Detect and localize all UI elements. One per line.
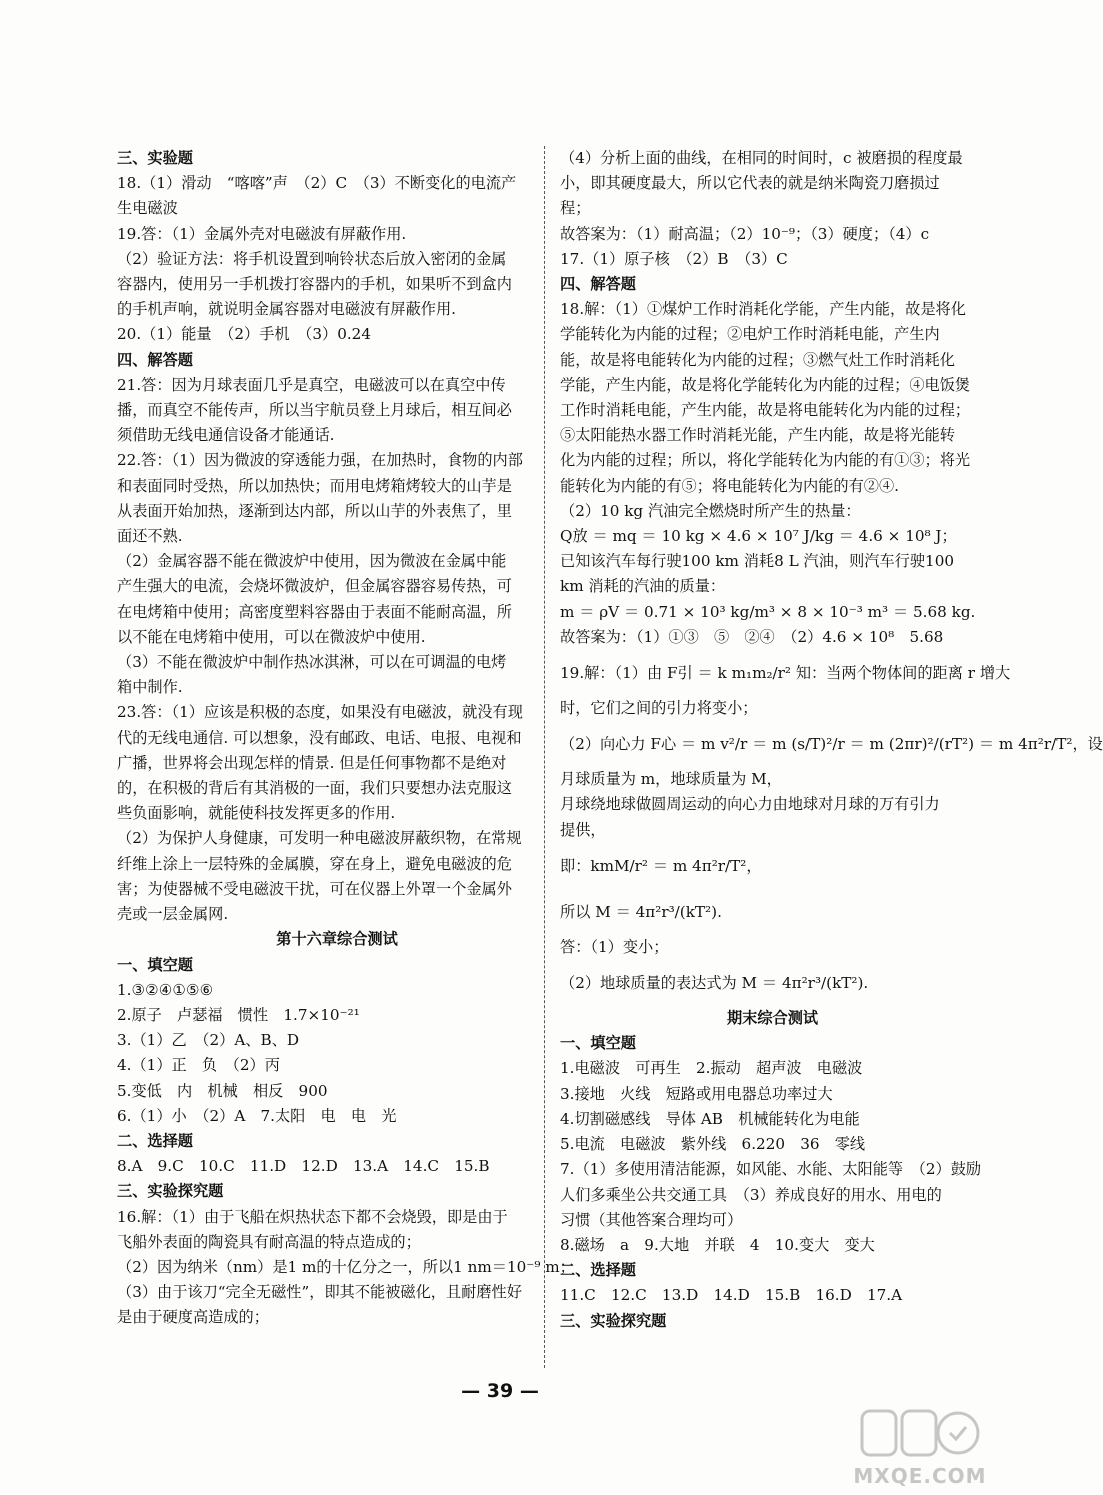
text-line: km 消耗的汽油的质量： bbox=[560, 577, 726, 596]
text-line: 8.磁场 a 9.大地 并联 4 10.变大 变大 bbox=[560, 1235, 875, 1254]
text-line: 是由于硬度高造成的； bbox=[117, 1308, 269, 1327]
text-line: 小，即其硬度最大，所以它代表的就是纳米陶瓷刀磨损过 bbox=[560, 174, 940, 193]
text-line: 8.A 9.C 10.C 11.D 12.D 13.A 14.C 15.B bbox=[117, 1157, 490, 1176]
text-line: 以不能在电烤箱中使用，可以在微波炉中使用. bbox=[117, 627, 426, 646]
text-line: （2）因为纳米（nm）是1 m的十亿分之一，所以1 nm＝10⁻⁹ m； bbox=[117, 1257, 575, 1276]
text-line: m ＝ ρV ＝ 0.71 × 10³ kg/m³ × 8 × 10⁻³ m³ ＝ 5.68 kg. bbox=[560, 602, 976, 621]
text-line: 11.C 12.C 13.D 14.D 15.B 16.D 17.A bbox=[560, 1286, 903, 1305]
text-line: 19.答：（1）金属外壳对电磁波有屏蔽作用. bbox=[117, 224, 407, 243]
text-line: 箱中制作. bbox=[117, 678, 183, 697]
text-line: 4.（1）正 负 （2）丙 bbox=[117, 1056, 280, 1075]
text-line: 的手机声响，就说明金属容器对电磁波有屏蔽作用. bbox=[117, 300, 456, 319]
text-line: 已知该汽车每行驶100 km 消耗8 L 汽油，则汽车行驶100 bbox=[560, 552, 955, 571]
text-line: Q放 ＝ mq ＝ 10 kg × 4.6 × 10⁷ J/kg ＝ 4.6 × 10⁸ J； bbox=[560, 527, 957, 546]
text-line: 能，故是将电能转化为内能的过程；③燃气灶工作时消耗化 bbox=[560, 350, 955, 369]
section-heading: 二、选择题 bbox=[560, 1261, 636, 1280]
text-line: 1.电磁波 可再生 2.振动 超声波 电磁波 bbox=[560, 1059, 863, 1078]
text-line: （2）金属容器不能在微波炉中使用，因为微波在金属中能 bbox=[117, 552, 507, 571]
text-line: 月球绕地球做圆周运动的向心力由地球对月球的万有引力 bbox=[560, 795, 940, 814]
text-line: 生电磁波 bbox=[117, 199, 178, 218]
text-line: 21.答：因为月球表面几乎是真空，电磁波可以在真空中传 bbox=[117, 375, 506, 394]
text-line: 工作时消耗电能，产生内能，故是将电能转化为内能的过程； bbox=[560, 401, 971, 420]
section-heading: 一、填空题 bbox=[560, 1034, 636, 1053]
text-line: （3）不能在微波炉中制作热冰淇淋，可以在可调温的电烤 bbox=[117, 653, 507, 672]
text-line: 22.答：（1）因为微波的穿透能力强，在加热时，食物的内部 bbox=[117, 451, 523, 470]
watermark-text: MXQE.COM bbox=[853, 1464, 987, 1488]
text-line: 纤维上涂上一层特殊的金属膜，穿在身上，避免电磁波的危 bbox=[117, 854, 512, 873]
text-line: 学能转化为内能的过程；②电炉工作时消耗电能，产生内 bbox=[560, 325, 940, 344]
section-heading: 一、填空题 bbox=[117, 955, 193, 974]
section-heading: 第十六章综合测试 bbox=[276, 930, 398, 949]
text-line: 18.（1）滑动 “喀喀”声 （2）C （3）不断变化的电流产 bbox=[117, 174, 517, 193]
text-line: 学能，产生内能，故是将化学能转化为内能的过程；④电饭煲 bbox=[560, 375, 971, 394]
text-line: （2）验证方法：将手机设置到响铃状态后放入密闭的金属 bbox=[117, 249, 507, 268]
text-line: 3.接地 火线 短路或用电器总功率过大 bbox=[560, 1084, 833, 1103]
column-divider bbox=[544, 146, 545, 1368]
page-number: — 39 — bbox=[461, 1380, 539, 1402]
text-line: 所以 M ＝ 4π²r³/(kT²). bbox=[560, 902, 722, 921]
text-line: 19.解：（1）由 F引 ＝ k m₁m₂/r² 知：当两个物体间的距离 r 增大 bbox=[560, 664, 1011, 683]
text-line: 程； bbox=[560, 199, 591, 218]
right-column bbox=[560, 146, 1103, 1334]
left-column bbox=[117, 146, 575, 1331]
section-heading: 三、实验探究题 bbox=[560, 1311, 667, 1330]
text-line: （4）分析上面的曲线，在相同的时间时，c 被磨损的程度最 bbox=[560, 149, 963, 167]
section-heading: 四、解答题 bbox=[117, 350, 193, 369]
text-line: 习惯（其他答案合理均可） bbox=[560, 1210, 743, 1229]
text-line: 故答案为：（1）耐高温；（2）10⁻⁹；（3）硬度；（4）c bbox=[560, 224, 930, 243]
text-line: 时，它们之间的引力将变小； bbox=[560, 699, 758, 718]
text-line: （3）由于该刀“完全无磁性”，即其不能被磁化，且耐磨性好 bbox=[117, 1283, 522, 1302]
text-line: 即：kmM/r² ＝ m 4π²r/T²， bbox=[560, 856, 762, 875]
text-line: （2）10 kg 汽油完全燃烧时所产生的热量： bbox=[560, 501, 861, 520]
text-line: 些负面影响，就能使科技发挥更多的作用. bbox=[117, 804, 396, 823]
text-line: 代的无线电通信. 可以想象，没有邮政、电话、电报、电视和 bbox=[117, 728, 522, 747]
text-line: 和表面同时受热，所以加热快；而用电烤箱烤较大的山芋是 bbox=[117, 476, 512, 495]
text-line: 4.切割磁感线 导体 AB 机械能转化为电能 bbox=[560, 1109, 860, 1128]
text-line: 害；为使器械不受电磁波干扰，可在仪器上外罩一个金属外 bbox=[117, 879, 512, 898]
section-heading: 三、实验探究题 bbox=[117, 1182, 224, 1201]
text-line: 从表面开始加热，逐渐到达内部，所以山芋的外表焦了，里 bbox=[117, 501, 512, 520]
text-line: 18.解：（1）①煤炉工作时消耗化学能，产生内能，故是将化 bbox=[560, 300, 966, 319]
text-line: （2）地球质量的表达式为 M ＝ 4π²r³/(kT²). bbox=[560, 974, 869, 993]
text-line: 的，在积极的背后有其消极的一面，我们只要想办法克服这 bbox=[117, 779, 512, 798]
text-line: 7.（1）多使用清洁能源，如风能、水能、太阳能等 （2）鼓励 bbox=[560, 1160, 982, 1179]
section-heading: 三、实验题 bbox=[117, 149, 193, 167]
text-line: （2）向心力 F心 ＝ m v²/r ＝ m (s/T)²/r ＝ m (2πr)²/(rT²) ＝ m 4π²r/T²，设 bbox=[560, 735, 1103, 754]
text-line: ⑤太阳能热水器工作时消耗光能，产生内能，故是将光能转 bbox=[560, 426, 955, 445]
text-line: 在电烤箱中使用；高密度塑料容器由于表面不能耐高温，所 bbox=[117, 602, 512, 621]
text-line: 1.③②④①⑤⑥ bbox=[117, 980, 214, 999]
watermark-logo bbox=[850, 1405, 990, 1490]
text-line: 5.变低 内 机械 相反 900 bbox=[117, 1081, 328, 1100]
text-line: 23.答：（1）应该是积极的态度，如果没有电磁波，就没有现 bbox=[117, 703, 523, 722]
text-line: 人们多乘坐公共交通工具 （3）养成良好的用水、用电的 bbox=[560, 1185, 942, 1204]
text-line: 2.原子 卢瑟福 惯性 1.7×10⁻²¹ bbox=[117, 1005, 360, 1024]
text-line: 月球质量为 m，地球质量为 M， bbox=[560, 770, 782, 789]
text-line: 6.（1）小 （2）A 7.太阳 电 电 光 bbox=[117, 1106, 397, 1125]
text-line: （2）为保护人身健康，可发明一种电磁波屏蔽织物，在常规 bbox=[117, 829, 522, 848]
text-line: 播，而真空不能传声，所以当宇航员登上月球后，相互间必 bbox=[117, 401, 512, 420]
text-line: 故答案为：（1）①③ ⑤ ②④ （2）4.6 × 10⁸ 5.68 bbox=[560, 627, 944, 646]
text-line: 提供， bbox=[560, 820, 606, 839]
section-heading: 四、解答题 bbox=[560, 275, 636, 294]
text-line: 化为内能的过程；所以，将化学能转化为内能的有①③；将光 bbox=[560, 451, 971, 470]
text-line: 产生强大的电流，会烧坏微波炉，但金属容器容易传热，可 bbox=[117, 577, 512, 596]
watermark-emblem-icon bbox=[860, 1405, 980, 1465]
text-line: 须借助无线电通信设备才能通话. bbox=[117, 426, 335, 445]
text-line: 答：（1）变小； bbox=[560, 937, 669, 956]
text-line: 3.（1）乙 （2）A、B、D bbox=[117, 1031, 300, 1050]
section-heading: 二、选择题 bbox=[117, 1131, 193, 1150]
text-line: 壳或一层金属网. bbox=[117, 905, 229, 924]
section-heading: 期末综合测试 bbox=[726, 1009, 819, 1028]
text-line: 飞船外表面的陶瓷具有耐高温的特点造成的； bbox=[117, 1232, 421, 1251]
text-line: 16.解：（1）由于飞船在炽热状态下都不会烧毁，即是由于 bbox=[117, 1207, 508, 1226]
text-line: 20.（1）能量 （2）手机 （3）0.24 bbox=[117, 325, 372, 344]
text-line: 17.（1）原子核 （2）B （3）C bbox=[560, 249, 788, 268]
text-line: 能转化为内能的有⑤；将电能转化为内能的有②④. bbox=[560, 476, 899, 495]
text-line: 容器内，使用另一手机拨打容器内的手机，如果听不到盒内 bbox=[117, 275, 512, 294]
text-line: 5.电流 电磁波 紫外线 6.220 36 零线 bbox=[560, 1135, 866, 1154]
text-line: 面还不熟. bbox=[117, 527, 183, 546]
text-line: 广播，世界将会出现怎样的情景. 但是任何事物都不是绝对 bbox=[117, 753, 507, 772]
